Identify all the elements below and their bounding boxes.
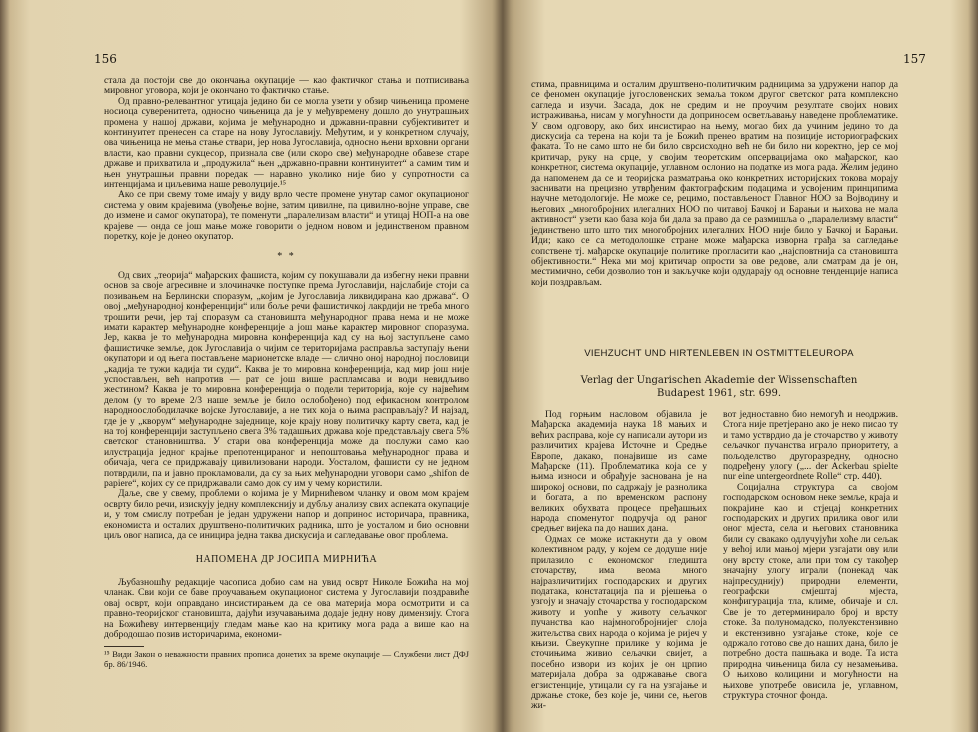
review-publisher: Verlag der Ungarischen Akademie der Wissenschaften: [580, 375, 858, 386]
paragraph: Под горњим насловом објавила је Мађарска академија наука 18 мањих и већих расправа, које су написали аутори из различитих крајева Источне и Средње Европе, дакако, понајвише из саме Мађарске (11). Проблематика којa се у њима износи и обрађује заснована је на широкој основи, по садржају је разнолика и богата, а по временском распону великих обухвата процесе пређашњих народа споменутог подручја од раног средњег вијека па до наших дана.: [531, 409, 707, 535]
footnote: ¹⁵ Види Закон о неважности правних прописа донетих за време окупације — Службени лист ДФЈ бр. 86/1946.: [104, 649, 469, 669]
left-text-column: [104, 76, 469, 670]
page-number: 156: [94, 52, 117, 66]
section-heading: НАПОМЕНА ДР ЈОСИПА МИРНИЋА: [195, 554, 378, 566]
paragraph: вот једноставно био немогућ и неодржив. Стога није претјерано ако је неко писао ту и тамо устврдио да је сточарство у животу сељачког пучанства играло приоритету, а пољоделство другоразредну, односно подређену улогу („... der Ackerbau spielte nur eine untergeordnete Rolle“ стр. 440).: [723, 409, 898, 483]
right-page: [503, 0, 978, 732]
review-place-year: Budapest 1961, str. 699.: [656, 388, 782, 399]
paragraph: Одмах се може истакнути да у овом колективном раду, у којем се додуше није прилазило с економског гледишта сточарству, има веома много најразличитијих господарских и других података, констатација па и рјешења о узгоју и значају сточарства у господарском животу и уопће у животу сељачког пучанства као најмногобројнијег слоја житељства свих народа о којима је ријеч у књизи. Свеукупне прилике у којима је сточињима живио сељачки свијет, а посебно извори из којих је он црпио материјала добра за одржавање свога егзистенције, утицали су га на узгајање и држање стоке, без које је, чини се, његов жи-: [531, 533, 707, 712]
footnote-rule: [104, 646, 144, 647]
right-text-top: [531, 80, 898, 288]
paragraph: Даље, све у свему, проблеми о којима је у Мирнићевом чланку и овом мом крајем осврту било речи, изискују једну комплекснију и дубљу анализу свих аспеката окупације и, у том смислу потребан је један удружени напор и допринос историчара, правника, економиста и осталих друштвено-политичких радника, што је уосталом и био основни циљ овог написа, да се иницира једна таква дискусија и сагледавање овог проблема.: [104, 488, 469, 542]
review-title: VIEHZUCHT UND HIRTENLEBEN IN OSTMITTELEUROPA: [584, 348, 854, 359]
paragraph: Социјална структура са својом господарском основом неке земље, краја и покрајине као и стјецај конкретних господарских и других прилика овог или оног мјеста, села и његових становника били су свакако одлучујући хоће ли сељак у већој или мањој мјери узгајати ову или ону врсту стоке, али при том су такођер значајну улогу играли (понекад чак најпресуднију) природни елементи, географски смјештај мјеста, конфигурација тла, климе, обичаје и сл. Све је то детерминирало број и врсту стоке. За полуномадско, полуекстензивно и екстензивно узгајање стоке, које се одржало готово све до наших дана, било је потребно доста пашњака и воде. Та иста природна чињеница била су незамењива. О њихово колицини и могућности на њихове употребе овисила је, углавном, структура сточног фонда.: [723, 481, 898, 701]
paragraph: Од правно-релевантног утицаја једино би се могла узети у обзир чињеница промене носиоца суверенитета, односно чињеница да је у међувремену дошло до унутрашњих промена у нашој држави, којима је међународно и државни-правни субјективитет и континуитет пренесен са старе на нову Југославију. Међутим, и у конкретном случају, ова чињеница не мења стање ствари, јер нова Југославија, односно њени врховни органи власти, као правни сукцесор, признала све (или скоро све) међународне обавезе старе државе и прихватила и „продужила“ њен „државно-правни континуитет“ а самим тим и њен унутрашњи правни поредак — наравно уколико није био у супротности са интенцијама и циљевима наше револуције.¹⁵: [104, 95, 469, 191]
section-separator: * *: [277, 250, 296, 262]
paragraph: стала да постоји све до окончања окупације — као фактичког стања и потписивања мировног уговора, који је окончано то фактичко стање.: [104, 75, 469, 97]
paragraph: Љубазношћу редакције часописа добио сам на увид осврт Николе Божића на мој чланак. Сви који се баве проучавањем окупационог система у Југославији поздравиће овај осврт, који оправдано инсистирањем да се ова материја мора осмотрити и са правно-теоријског становишта, дајући изучавањима додаје једну нову димензију. Стога на Божићеву интервенцију гледам мање као на критику мога рада а више као на добродошао позив историчарима, економи-: [104, 576, 469, 640]
review-publication-info: [539, 374, 899, 400]
paragraph: стима, правницима и осталим друштвено-политичким радницима за удружени напор да се феномен окупације југословенских земаља током другог светског рата комплексно сагледа и изучи. Засада, док не средим и не проучим резултате својих нових истраживања, нисам у могућности да доприносем осветљавању наведене проблематике. У свом одговору, ако бих инсистирао на њему, могао бих да учиним једино то да дискусија са терена на који та је Божић пренео вратим на позиције историографских факата. То не само што не би било сврсисходно већ не би било ни коректно, јер се мој критичар, руку на срце, у својим теоретским опсервацијама око мађарског, као конкретног, система окупације, углавном ослонио на податке из мога рада. Желим једино да напоменем да се и теоријска разматрања око конкретних историјских токова морају заснивати на прецизно утврђеним фактографским подацима и усвојеним принципима научне методологије. Не може се, рецимо, постављеност Главног НОО за Војводину и његових „многобројних илегалних НОО по читавој Бачкој и Барањи и њихова не мала активност“ узети као база која би дала за право да се размишља о „паралелизму власти“ јединствено што што тих многобројних илегалних НОО није било у Бачкој и Барањи. Иди; како се са методолошке стране може мађарска изворна грађа за сагледање сопствене тј. мађарске окупације политике прогласити као „најсповтнија са становишта објективности.“ Нека ми мој критичар опрости за ове редове, али сматрам да је он, местимично, себи дозволио тон и закључке који одударају од основне тенденције написа који поздрављам.: [531, 79, 898, 288]
review-column-right: [723, 410, 898, 701]
review-column-left: [531, 410, 707, 712]
paragraph: Ако се при свему томе имају у виду врло честе промене унутар самог окупационог система у овим крајевима (увођење војне, затим цивилне, па цивилно-војне управе, све до измене и самог окупатора), те поменути „паралелизам власти“ и утицај НОП-а на ове крајеве — онда се још мање може говорити о једном новом и јединственом правном поретку, које је донео окупатор.: [104, 189, 469, 243]
page-number: 157: [903, 52, 926, 66]
paragraph: Од свих „теорија“ мађарских фашиста, којим су покушавали да избегну неки правни основ за своје агресивне и злочиначке поступке према Југославији, најслабије стоји са позивањем на Берлински споразум, „којим је Југославија ликвидирана као држава“. О овој „међународној конференцији“ или боље речи фашистичкој лакрдији не треба много трошити речи, јер тај споразум са становишта међународног права нема и не може имати карактер међународне конференције а још мање карактер мировног споразума. Јер, каква је то међународна мировна конференција кад су на њој заступљене само фашистичке земље, док Југославија о чијим се територијама расправља заступају њени окупатори и од њега постављене марионетске владе — слично оној народној пословици „кадија те тужи кадија ти суди“. Каква је то мировна конференција, кад мир још није успостављен, већ напротив — рат се још више распламсава и води невидљиво жестином? Каква је то мировна конференција о подели територија, које су највећим делом (у то време 2/3 наше земље је било ослобођено) под ефикасном контролом народноослободилачке војске Југославије, а не тих која о њима расправљају? И најзад, где је у „кворум“ међународне заједнице, које крају нову политичку карту света, кад је на тој конференцији заступљено свега 3% тадашњих држава које представљају свега 5% светског становништва. У стари ова конференција може да послужи само као илустрација једног крајње препотенцираног и непоштовања међународног права и обичаја, чега се придржавају цивилизовани народи. Уосталом, фашисти су не једном потврдили, па и јавно прокламовали, да су за њих међународни уговори само „shifon de papiere“, којих су се придржавали само док су им у чему користили.: [104, 269, 469, 490]
